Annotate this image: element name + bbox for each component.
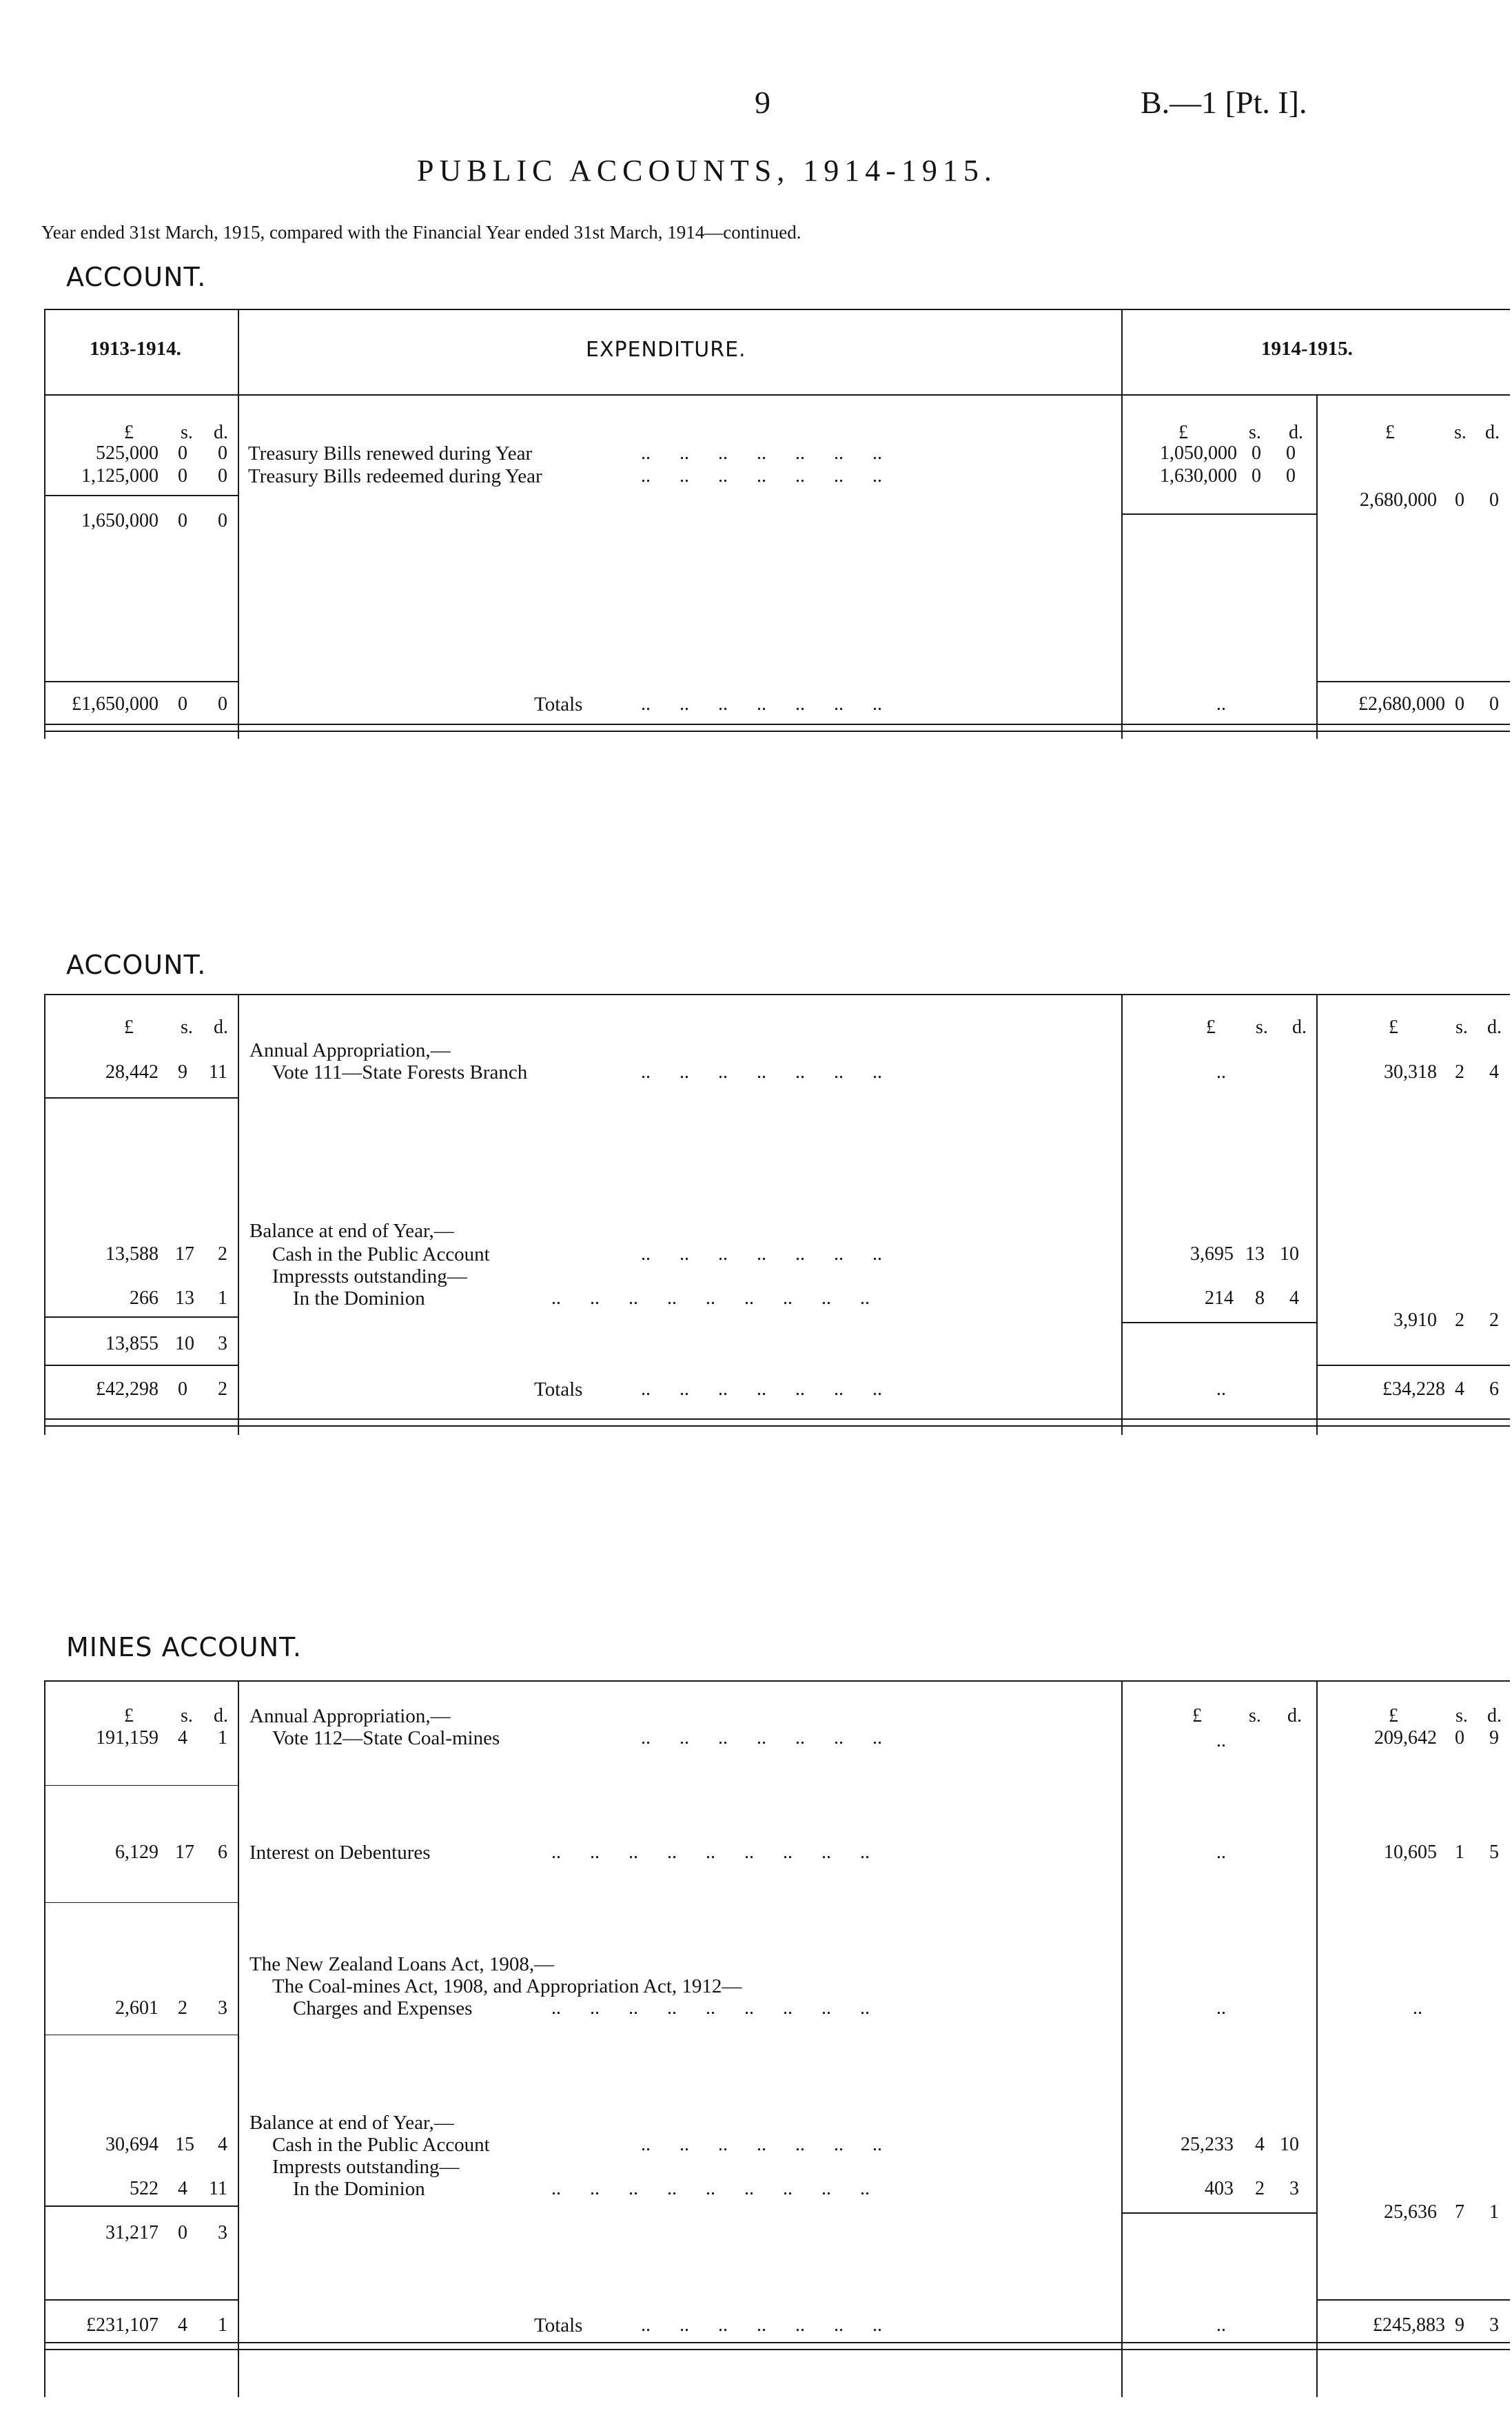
amount-pounds: 2,601 xyxy=(115,1997,159,2019)
column-rule xyxy=(238,1680,239,2397)
leader-dots: .. .. .. .. .. .. .. xyxy=(641,693,882,715)
page-number: 9 xyxy=(755,85,770,120)
total-pence: 2 xyxy=(218,1378,227,1400)
amount-shillings: 4 xyxy=(1255,2134,1265,2155)
row-label: Charges and Expenses xyxy=(293,1997,473,2019)
total-pence: 6 xyxy=(1489,1378,1499,1400)
column-rule xyxy=(1121,1680,1123,2397)
double-rule xyxy=(44,2349,1510,2350)
unit-pound: £ xyxy=(1192,1705,1202,1726)
total-pounds: £231,107 xyxy=(86,2314,159,2336)
unit-shilling: s. xyxy=(1249,422,1261,443)
amount-pounds: 525,000 xyxy=(96,442,159,464)
table-rule xyxy=(44,1680,1510,1682)
amount-shillings: 2 xyxy=(178,1997,187,2019)
amount-pence: 3 xyxy=(1289,2178,1299,2199)
leader-dots: .. .. .. .. .. .. .. xyxy=(641,1243,882,1265)
column-rule xyxy=(1121,309,1123,739)
group-label: Balance at end of Year,— xyxy=(249,2112,454,2134)
double-rule xyxy=(44,731,1510,732)
unit-pence: d. xyxy=(214,422,228,443)
unit-pence: d. xyxy=(1292,1017,1307,1038)
amount-shillings: 0 xyxy=(178,510,187,531)
row-rule xyxy=(45,1785,238,1786)
amount-shillings: 0 xyxy=(1455,489,1464,511)
unit-shilling: s. xyxy=(1454,422,1467,443)
amount-pence: 4 xyxy=(1489,1061,1499,1083)
amount-pence: 2 xyxy=(1489,1310,1499,1331)
amount-shillings: 17 xyxy=(175,1842,194,1863)
column-rule xyxy=(44,994,45,1435)
amount-pounds: 522 xyxy=(130,2178,159,2199)
inner-dots: .. xyxy=(1216,1997,1226,2019)
page-subtitle: Year ended 31st March, 1915, compared with the Financial Year ended 31st March, 1914—continued. xyxy=(41,222,801,243)
section-heading: ACCOUNT. xyxy=(66,262,207,292)
page-title: PUBLIC ACCOUNTS, 1914-1915. xyxy=(417,154,997,187)
totals-rule xyxy=(1318,2299,1510,2301)
amount-pence: 9 xyxy=(1489,1727,1499,1749)
row-label: Treasury Bills renewed during Year xyxy=(248,442,533,465)
unit-pence: d. xyxy=(1487,1705,1502,1726)
unit-shilling: s. xyxy=(1455,1705,1468,1726)
unit-pound: £ xyxy=(1206,1017,1216,1038)
total-shillings: 4 xyxy=(178,2314,187,2336)
inner-dots: .. xyxy=(1216,1378,1226,1400)
leader-dots: .. .. .. .. .. .. .. xyxy=(641,1727,882,1749)
double-rule xyxy=(44,1418,1510,1420)
amount-shillings: 2 xyxy=(1455,1061,1464,1083)
column-rule xyxy=(44,1680,45,2397)
amount-pounds: 13,855 xyxy=(105,1333,159,1354)
unit-pence: d. xyxy=(214,1705,228,1726)
unit-shilling: s. xyxy=(1256,1017,1268,1038)
amount-pence: 1 xyxy=(218,1287,227,1309)
amount-pence: 0 xyxy=(1286,442,1296,464)
total-pounds: £1,650,000 xyxy=(72,693,159,715)
amount-pounds: 214 xyxy=(1205,1287,1234,1309)
amount-pounds: 25,233 xyxy=(1181,2134,1234,2155)
totals-rule xyxy=(45,681,238,682)
group-label: Impressts outstanding— xyxy=(272,1265,467,1287)
double-rule xyxy=(44,1425,1510,1427)
amount-shillings: 15 xyxy=(175,2134,194,2155)
double-rule xyxy=(44,724,1510,725)
amount-shillings: 0 xyxy=(178,2222,187,2243)
amount-pounds: 30,694 xyxy=(105,2134,159,2155)
document-reference: B.—1 [Pt. I]. xyxy=(1141,85,1307,120)
unit-shilling: s. xyxy=(1249,1705,1261,1726)
row-label: Interest on Debentures xyxy=(249,1842,431,1864)
total-shillings: 0 xyxy=(178,693,187,715)
total-shillings: 0 xyxy=(1455,693,1464,715)
total-pounds: £2,680,000 xyxy=(1358,693,1445,715)
totals-rule xyxy=(45,1365,238,1366)
amount-pence: 6 xyxy=(218,1842,227,1863)
total-pounds: £245,883 xyxy=(1373,2314,1445,2336)
double-rule xyxy=(44,2342,1510,2343)
amount-pence: 0 xyxy=(218,510,227,531)
amount-pence: 0 xyxy=(218,442,227,464)
amount-shillings: 17 xyxy=(175,1243,194,1265)
inner-dots: .. xyxy=(1216,1061,1226,1083)
amount-pence: 0 xyxy=(218,465,227,487)
unit-pence: d. xyxy=(1485,422,1500,443)
amount-pounds: 3,695 xyxy=(1190,1243,1234,1265)
amount-pence: 1 xyxy=(218,1727,227,1749)
amount-pence: 4 xyxy=(1289,1287,1299,1309)
column-rule xyxy=(1316,1680,1318,2397)
amount-shillings: 2 xyxy=(1455,1310,1464,1331)
amount-pence: 11 xyxy=(209,1061,227,1083)
row-label: Cash in the Public Account xyxy=(272,2134,490,2156)
amount-shillings: 2 xyxy=(1255,2178,1265,2199)
unit-shilling: s. xyxy=(181,1705,193,1726)
amount-pence: 0 xyxy=(1489,489,1499,511)
subtotal-rule xyxy=(1123,513,1316,515)
totals-rule xyxy=(45,2299,238,2301)
column-rule xyxy=(238,994,239,1435)
amount-shillings: 10 xyxy=(175,1333,194,1354)
amount-pounds: 6,129 xyxy=(115,1842,159,1863)
leader-dots: .. .. .. .. .. .. .. xyxy=(641,1061,882,1083)
column-header-prev-year: 1913-1914. xyxy=(90,338,181,360)
total-pounds: £34,228 xyxy=(1382,1378,1445,1400)
amount-pence: 4 xyxy=(218,2134,227,2155)
inner-dots: .. xyxy=(1216,2314,1226,2336)
total-shillings: 4 xyxy=(1455,1378,1464,1400)
amount-pounds: 10,605 xyxy=(1384,1842,1437,1863)
subtotal-rule xyxy=(45,1316,238,1318)
amount-pounds: 31,217 xyxy=(105,2222,159,2243)
inner-dots: .. xyxy=(1216,1730,1226,1751)
amount-shillings: 0 xyxy=(1455,1727,1464,1749)
amount-pence: 5 xyxy=(1489,1842,1499,1863)
group-label: Annual Appropriation,— xyxy=(249,1039,451,1061)
curr-dots: .. xyxy=(1413,1997,1422,2019)
subtotal-rule xyxy=(1123,1322,1316,1323)
amount-pounds: 3,910 xyxy=(1393,1310,1437,1331)
unit-pence: d. xyxy=(1289,422,1303,443)
unit-pence: d. xyxy=(1487,1017,1502,1038)
section-heading: MINES ACCOUNT. xyxy=(66,1632,302,1662)
amount-shillings: 0 xyxy=(1252,442,1261,464)
unit-pound: £ xyxy=(1385,422,1395,443)
column-rule xyxy=(44,309,45,739)
amount-shillings: 0 xyxy=(178,442,187,464)
unit-pound: £ xyxy=(124,1017,134,1038)
amount-shillings: 8 xyxy=(1255,1287,1265,1309)
column-header-expenditure: EXPENDITURE. xyxy=(586,338,746,362)
amount-shillings: 9 xyxy=(178,1061,187,1083)
subtotal-rule xyxy=(45,2205,238,2207)
row-label: Cash in the Public Account xyxy=(272,1243,490,1265)
amount-shillings: 13 xyxy=(175,1287,194,1309)
subtotal-rule xyxy=(1123,2212,1316,2214)
row-label: Treasury Bills redeemed during Year xyxy=(248,465,542,487)
unit-pound: £ xyxy=(124,422,134,443)
total-shillings: 9 xyxy=(1455,2314,1464,2336)
amount-pence: 1 xyxy=(1489,2201,1499,2223)
column-rule xyxy=(238,309,239,739)
amount-pounds: 30,318 xyxy=(1384,1061,1437,1083)
amount-pounds: 191,159 xyxy=(96,1727,159,1749)
amount-pounds: 25,636 xyxy=(1384,2201,1437,2223)
table-rule xyxy=(44,309,1510,310)
unit-shilling: s. xyxy=(181,1017,193,1038)
leader-dots: .. .. .. .. .. .. .. .. .. xyxy=(551,1287,870,1309)
column-rule xyxy=(1316,394,1318,739)
amount-shillings: 0 xyxy=(178,465,187,487)
totals-label: Totals xyxy=(534,693,583,715)
column-rule xyxy=(1316,994,1318,1435)
amount-pence: 3 xyxy=(218,1997,227,2019)
amount-shillings: 13 xyxy=(1245,1243,1265,1265)
amount-pounds: 1,050,000 xyxy=(1160,442,1237,464)
inner-dots: .. xyxy=(1216,693,1226,715)
amount-pence: 0 xyxy=(1286,465,1296,487)
row-label: Vote 112—State Coal-mines xyxy=(272,1727,500,1749)
leader-dots: .. .. .. .. .. .. .. .. .. xyxy=(551,2178,870,2199)
amount-pounds: 2,680,000 xyxy=(1360,489,1437,511)
column-header-curr-year: 1914-1915. xyxy=(1261,338,1353,360)
amount-pence: 3 xyxy=(218,2222,227,2243)
amount-pounds: 28,442 xyxy=(105,1061,159,1083)
amount-pounds: 403 xyxy=(1205,2178,1234,2199)
total-pence: 3 xyxy=(1489,2314,1499,2336)
unit-pence: d. xyxy=(1287,1705,1302,1726)
leader-dots: .. .. .. .. .. .. .. xyxy=(641,1378,882,1400)
leader-dots: .. .. .. .. .. .. .. xyxy=(641,442,882,464)
row-label: Vote 111—State Forests Branch xyxy=(272,1061,528,1083)
unit-shilling: s. xyxy=(181,422,193,443)
group-label: Annual Appropriation,— xyxy=(249,1705,451,1727)
unit-pound: £ xyxy=(1178,422,1188,443)
amount-pence: 10 xyxy=(1280,2134,1299,2155)
leader-dots: .. .. .. .. .. .. .. xyxy=(641,2314,882,2336)
subtotal-rule xyxy=(45,495,238,496)
amount-pounds: 1,125,000 xyxy=(81,465,159,487)
amount-pounds: 266 xyxy=(130,1287,159,1309)
amount-pence: 2 xyxy=(218,1243,227,1265)
total-pence: 1 xyxy=(218,2314,227,2336)
amount-pounds: 209,642 xyxy=(1374,1727,1437,1749)
total-pence: 0 xyxy=(218,693,227,715)
amount-pounds: 13,588 xyxy=(105,1243,159,1265)
row-rule xyxy=(45,1902,238,1903)
leader-dots: .. .. .. .. .. .. .. xyxy=(641,2134,882,2155)
amount-shillings: 0 xyxy=(1252,465,1261,487)
unit-pound: £ xyxy=(1389,1017,1398,1038)
column-rule xyxy=(1121,994,1123,1435)
group-label: Balance at end of Year,— xyxy=(249,1220,454,1242)
totals-rule xyxy=(1318,1365,1510,1366)
amount-pounds: 1,650,000 xyxy=(81,510,159,531)
leader-dots: .. .. .. .. .. .. .. xyxy=(641,465,882,487)
row-label: In the Dominion xyxy=(293,2178,425,2200)
amount-shillings: 1 xyxy=(1455,1842,1464,1863)
leader-dots: .. .. .. .. .. .. .. .. .. xyxy=(551,1842,870,1863)
unit-shilling: s. xyxy=(1455,1017,1468,1038)
total-pence: 0 xyxy=(1489,693,1499,715)
unit-pound: £ xyxy=(124,1705,134,1726)
amount-pence: 10 xyxy=(1280,1243,1299,1265)
group-label: The Coal-mines Act, 1908, and Appropriation Act, 1912— xyxy=(272,1975,742,1997)
totals-label: Totals xyxy=(534,2314,583,2336)
amount-pence: 3 xyxy=(218,1333,227,1354)
group-label: Imprests outstanding— xyxy=(272,2156,460,2178)
total-pounds: £42,298 xyxy=(96,1378,159,1400)
amount-shillings: 4 xyxy=(178,2178,187,2199)
amount-shillings: 7 xyxy=(1455,2201,1464,2223)
group-label: The New Zealand Loans Act, 1908,— xyxy=(249,1953,555,1975)
table-rule xyxy=(44,994,1510,995)
subtotal-rule xyxy=(45,1097,238,1099)
total-shillings: 0 xyxy=(178,1378,187,1400)
section-heading: ACCOUNT. xyxy=(66,950,207,980)
totals-rule xyxy=(1318,681,1510,682)
unit-pound: £ xyxy=(1389,1705,1398,1726)
amount-pence: 11 xyxy=(209,2178,227,2199)
unit-pence: d. xyxy=(214,1017,228,1038)
amount-shillings: 4 xyxy=(178,1727,187,1749)
table-rule xyxy=(44,394,1510,396)
inner-dots: .. xyxy=(1216,1842,1226,1863)
totals-label: Totals xyxy=(534,1378,583,1400)
amount-pounds: 1,630,000 xyxy=(1160,465,1237,487)
row-label: In the Dominion xyxy=(293,1287,425,1310)
leader-dots: .. .. .. .. .. .. .. .. .. xyxy=(551,1997,870,2019)
